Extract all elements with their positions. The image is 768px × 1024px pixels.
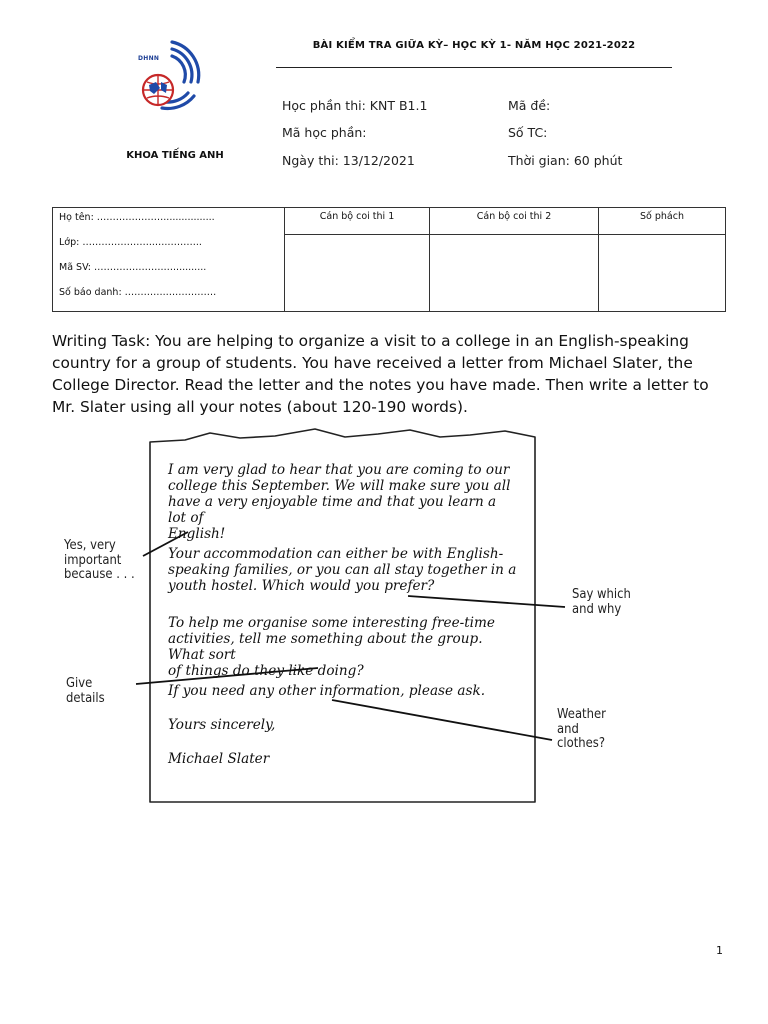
- writing-task-instructions: Writing Task: You are helping to organize a visit to a college in an English-speaking country for a group of students. You have received a letter from Michael Slater, the College Director. Read the letter and the notes you have made. Then write a letter to Mr. Slater using all your notes (about 120-190 words).: [52, 332, 709, 416]
- proctor-2-header: Cán bộ coi thi 2: [430, 208, 599, 235]
- letter-paragraph-3: To help me organise some interesting free-time activities, tell me something about the group. What sort of things do they like doing?: [168, 615, 495, 679]
- note-give-details: Give details: [66, 675, 105, 706]
- course-code-label: Mã học phần:: [282, 125, 367, 140]
- full-name-field: Họ tên: ………………….................: [59, 212, 215, 223]
- letter-paragraph-2: Your accommodation can either be with English- speaking families, or you can all stay together in a youth hostel. Which would you prefer?: [168, 546, 517, 594]
- letter-signature: Michael Slater: [168, 751, 270, 767]
- faculty-name: KHOA TIẾNG ANH: [126, 150, 224, 161]
- duration-label: Thời gian: 60 phút: [508, 153, 623, 168]
- candidate-number-field: Số báo danh: ………….….…………: [59, 287, 217, 298]
- note-say-which: Say which and why: [572, 586, 631, 617]
- letter-paragraph-4: If you need any other information, please ask.: [168, 683, 486, 699]
- letter-closing: Yours sincerely,: [168, 717, 276, 733]
- exam-date-label: Ngày thi: 13/12/2021: [282, 153, 415, 168]
- credits-label: Số TC:: [508, 125, 548, 140]
- note-important: Yes, very important because . . .: [64, 537, 135, 582]
- letter-paragraph-1: I am very glad to hear that you are coming to our college this September. We will make sure you all have a very enjoyable time and that you learn a lot of English!: [168, 462, 511, 542]
- exam-title: BÀI KIỂM TRA GIỮA KỲ– HỌC KỲ 1- NĂM HỌC 2021-2022: [312, 40, 636, 51]
- student-id-field: Mã SV: ………………….…...........: [59, 262, 207, 273]
- serial-number-header: Số phách: [599, 208, 726, 235]
- class-field: Lớp: …………………..….………..: [59, 237, 202, 248]
- course-label: Học phần thi: KNT B1.1: [282, 98, 428, 113]
- proctor-1-header: Cán bộ coi thi 1: [285, 208, 430, 235]
- exam-code-label: Mã đề:: [508, 98, 551, 113]
- note-weather: Weather and clothes?: [557, 706, 606, 751]
- logo-text: DHNN: [138, 55, 160, 62]
- page-number: 1: [716, 944, 723, 957]
